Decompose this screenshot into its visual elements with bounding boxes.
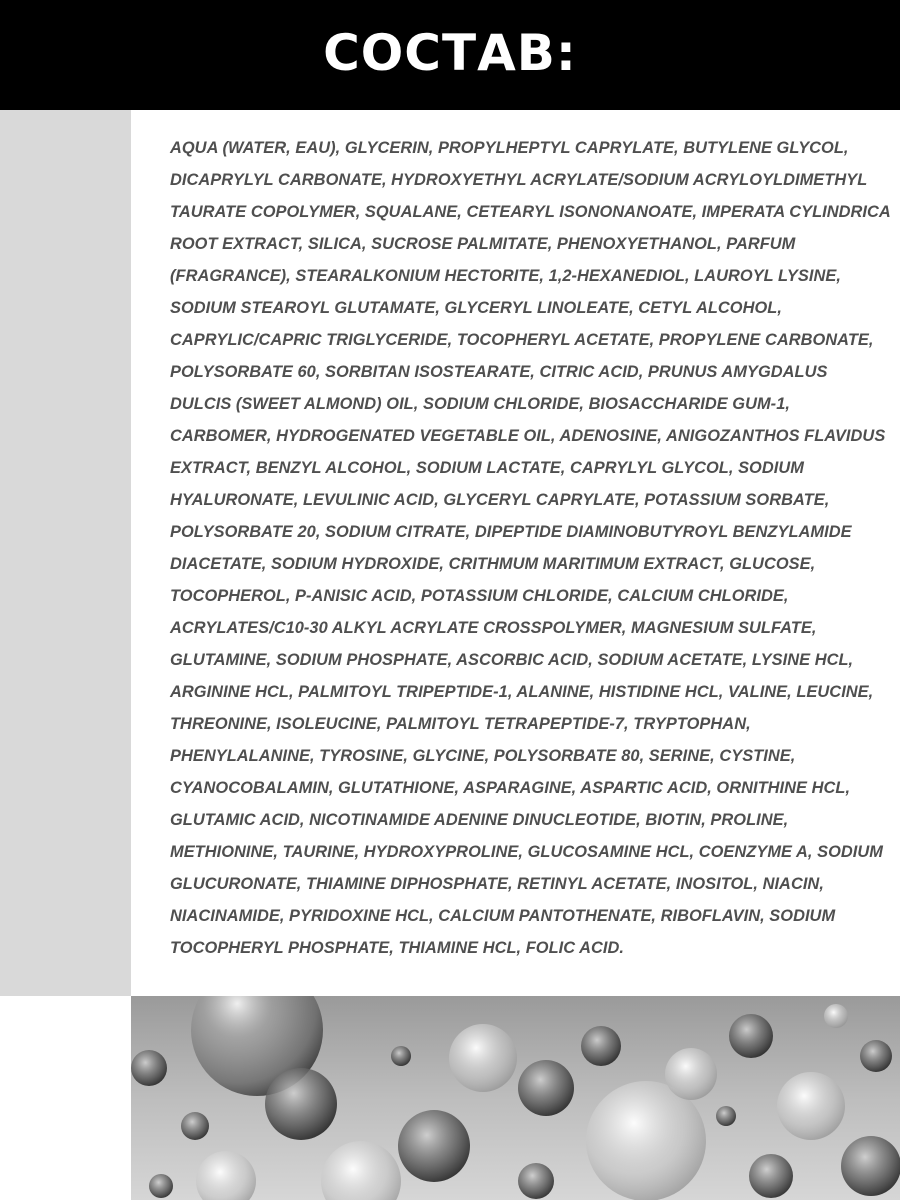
bubbles-illustration xyxy=(131,996,900,1200)
ingredients-list: AQUA (WATER, EAU), GLYCERIN, PROPYLHEPTYL CAPRYLATE, BUTYLENE GLYCOL, DICAPRYLYL CARBONATE, HYDROXYETHYL ACRYLATE/SODIUM ACRYLOYLDIMETHYL TAURATE COPOLYMER, SQUALANE, CETEARYL ISONONANOATE, IMPERATA CYLINDRICA ROOT EXTRACT, SILICA, SUCROSE PALMITATE, PHENOXYETHANOL, PARFUM (FRAGRANCE), STEARALKONIUM HECTORITE, 1,2-HEXANEDIOL, LAUROYL LYSINE, SODIUM STEAROYL GLUTAMATE, GLYCERYL LINOLEATE, CETYL ALCOHOL, CAPRYLIC/CAPRIC TRIGLYCERIDE, TOCOPHERYL ACETATE, PROPYLENE CARBONATE, POLYSORBATE 60, SORBITAN ISOSTEARATE, CITRIC ACID, PRUNUS AMYGDALUS DULCIS (SWEET ALMOND) OIL, SODIUM CHLORIDE, BIOSACCHARIDE GUM-1, CARBOMER, HYDROGENATED VEGETABLE OIL, ADENOSINE, ANIGOZANTHOS FLAVIDUS EXTRACT, BENZYL ALCOHOL, SODIUM LACTATE, CAPRYLYL GLYCOL, SODIUM HYALURONATE, LEVULINIC ACID, GLYCERYL CAPRYLATE, POTASSIUM SORBATE, POLYSORBATE 20, SODIUM CITRATE, DIPEPTIDE DIAMINOBUTYROYL BENZYLAMIDE DIACETATE, SODIUM HYDROXIDE, CRITHMUM MARITIMUM EXTRACT, GLUCOSE, TOCOPHEROL, P-ANISIC ACID, POTASSIUM CHLORIDE, CALCIUM CHLORIDE, ACRYLATES/C10-30 ALKYL ACRYLATE CROSSPOLYMER, MAGNESIUM SULFATE, GLUTAMINE, SODIUM PHOSPHATE, ASCORBIC ACID, SODIUM ACETATE, LYSINE HCL, ARGININE HCL, PALMITOYL TRIPEPTIDE-1, ALANINE, HISTIDINE HCL, VALINE, LEUCINE, THREONINE, ISOLEUCINE, PALMITOYL TETRAPEPTIDE-7, TRYPTOPHAN, PHENYLALANINE, TYROSINE, GLYCINE, POLYSORBATE 80, SERINE, CYSTINE, CYANOCOBALAMIN, GLUTATHIONE, ASPARAGINE, ASPARTIC ACID, ORNITHINE HCL, GLUTAMIC ACID, NICOTINAMIDE ADENINE DINUCLEOTIDE, BIOTIN, PROLINE, METHIONINE, TAURINE, HYDROXYPROLINE, GLUCOSAMINE HCL, COENZYME A, SODIUM GLUCURONATE, THIAMINE DIPHOSPHATE, RETINYL ACETATE, INOSITOL, NIACIN, NIACINAMIDE, PYRIDOXINE HCL, CALCIUM PANTOTHENATE, RIBOFLAVIN, SODIUM TOCOPHERYL PHOSPHATE, THIAMINE HCL, FOLIC ACID. xyxy=(170,139,891,957)
left-gray-bar xyxy=(0,110,131,996)
bottom-left-blank xyxy=(0,996,131,1200)
header-banner xyxy=(0,0,900,110)
ingredients-panel xyxy=(131,110,900,996)
page-title: СОСТАВ: xyxy=(323,24,577,82)
bubbles-photo xyxy=(131,996,900,1200)
